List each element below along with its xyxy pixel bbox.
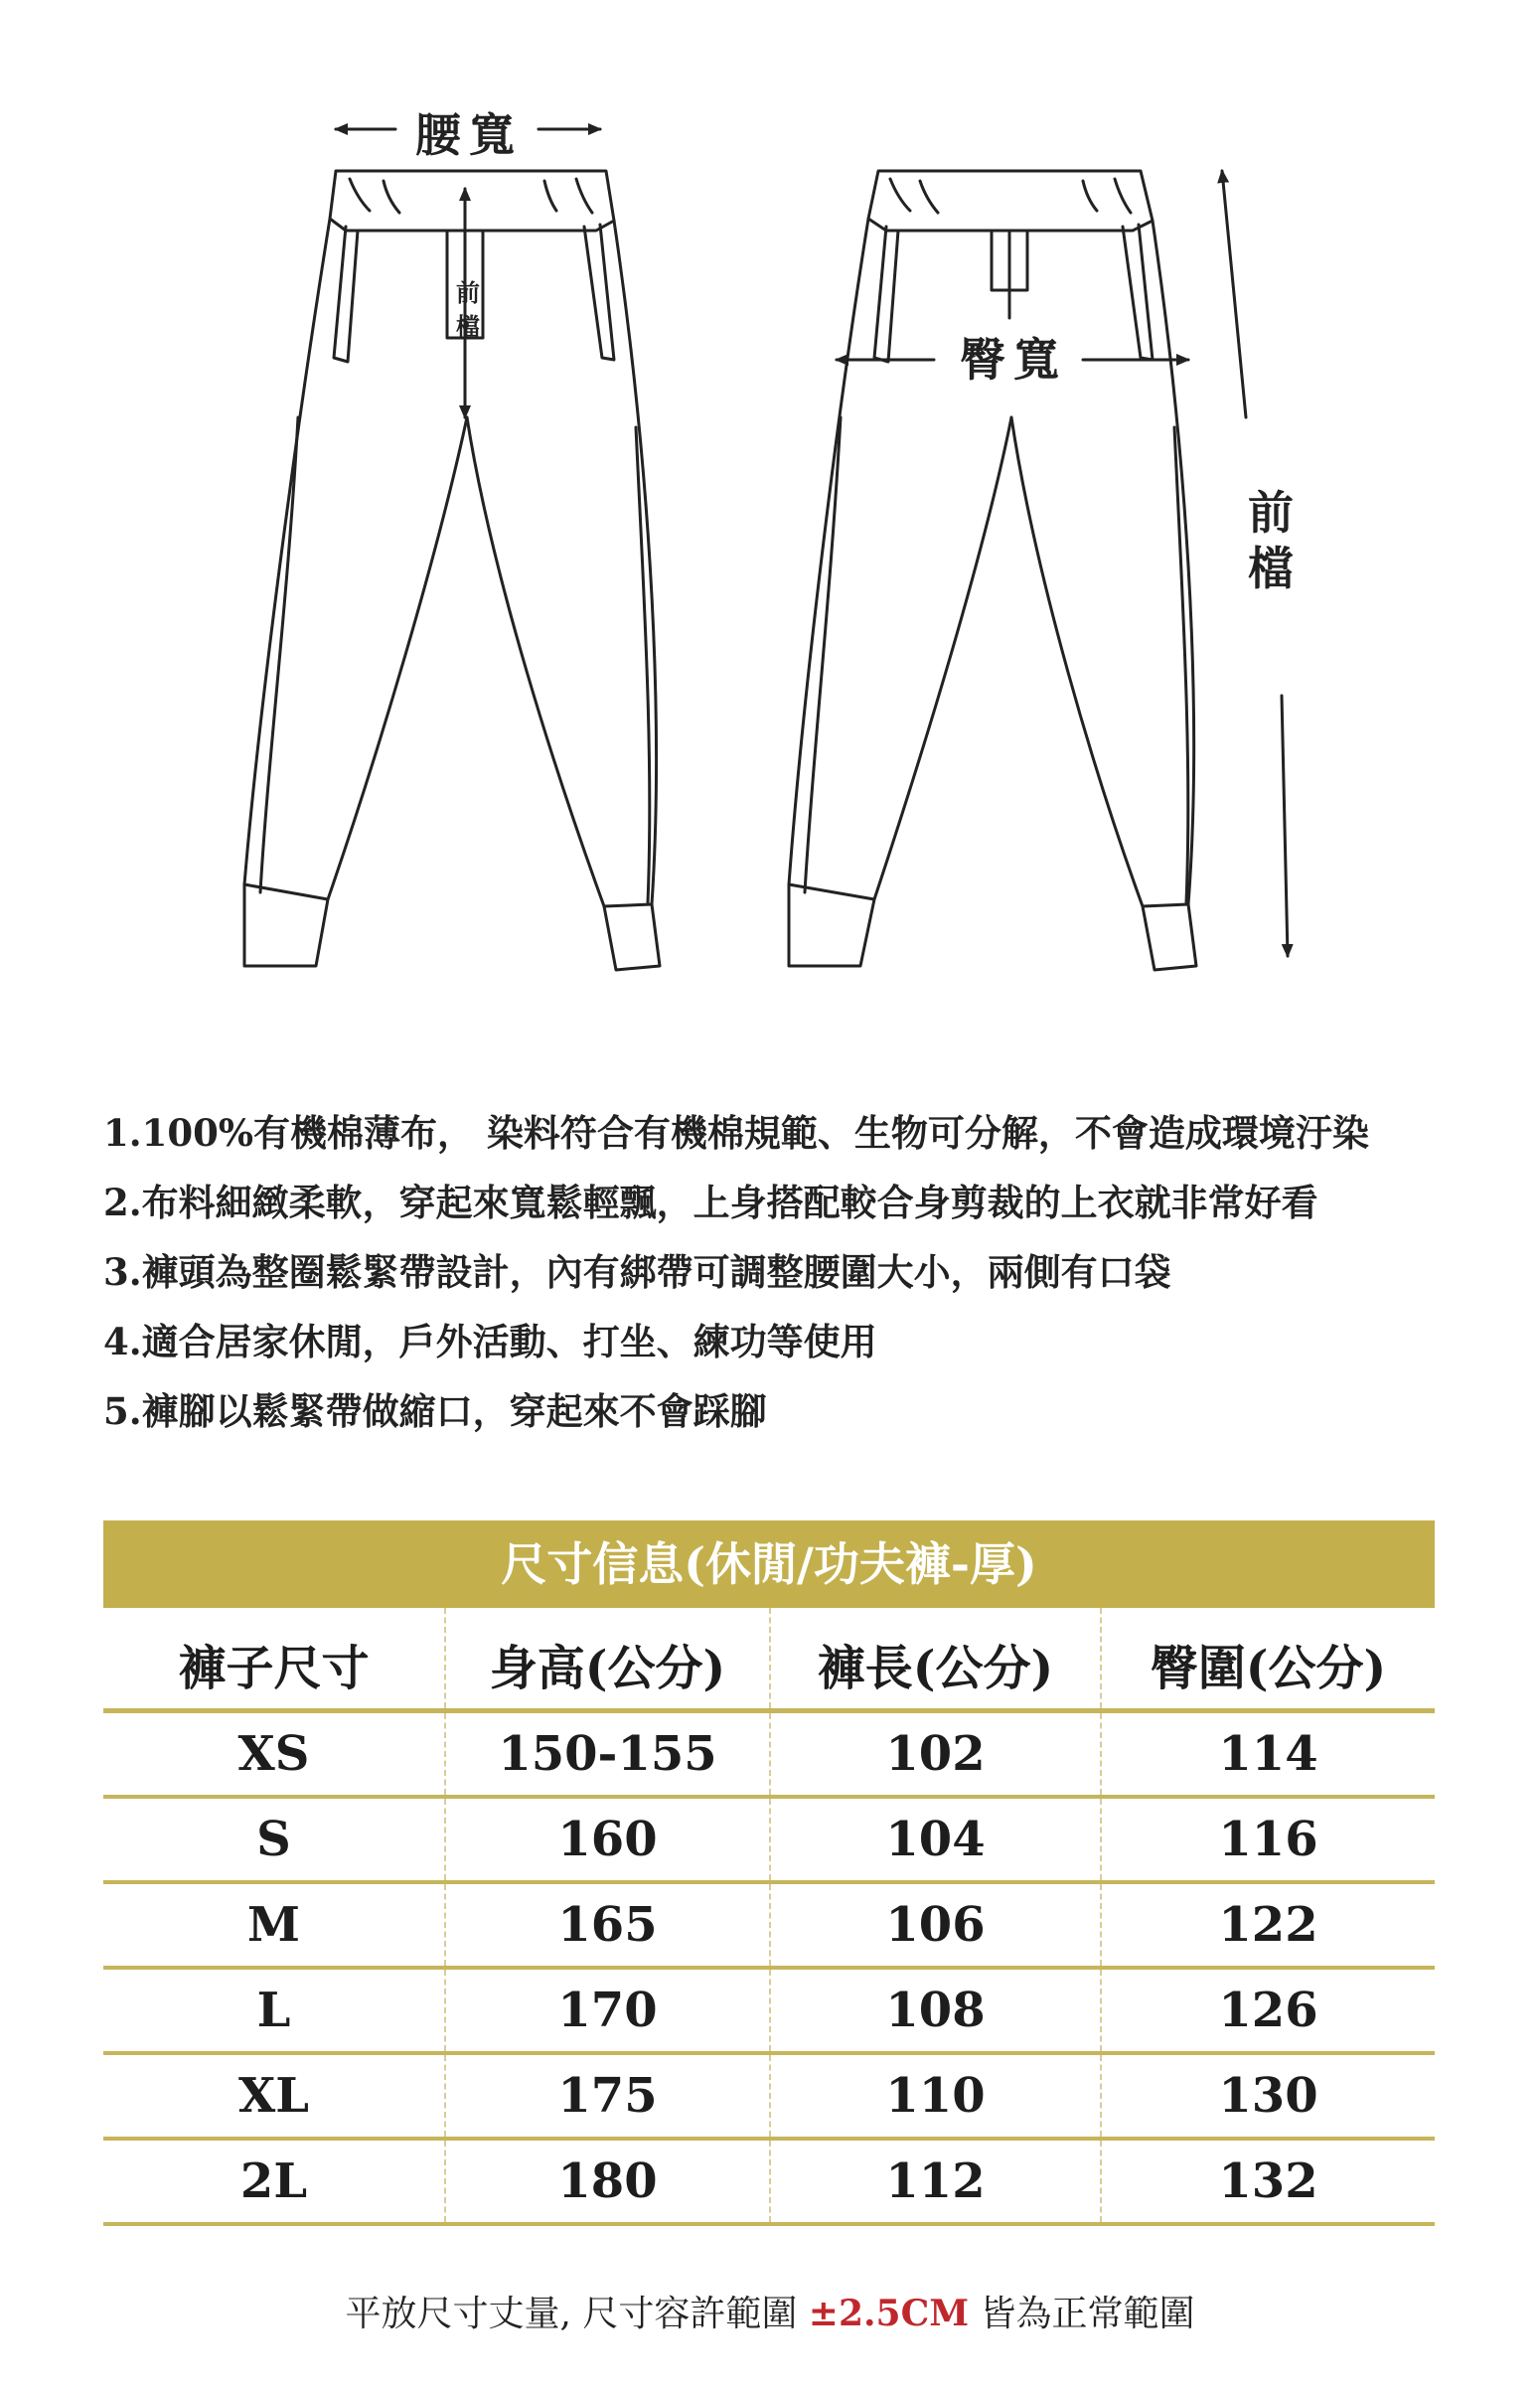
size-cell: XL [103,2055,446,2137]
hip-cell: 114 [1218,1726,1318,1782]
hip-cell: 130 [1218,2068,1318,2124]
height-cell: 165 [446,1884,771,1966]
hip-cell: 122 [1218,1897,1318,1953]
table-row [103,2141,1435,2226]
pants-illustration [0,0,1540,1004]
pants-diagram [0,0,1540,1004]
height-cell: 180 [446,2141,771,2222]
hip-width-label: 臀寬 [960,333,1067,387]
hip-cell: 126 [1218,1983,1318,2038]
height-cell: 150-155 [446,1713,771,1795]
table-row [103,1884,1435,1970]
front-pants-drawing [244,171,660,970]
header-hip: 臀圍(公分) [1150,1641,1387,1696]
length-cell: 102 [771,1713,1102,1795]
table-row [103,1799,1435,1884]
size-cell: S [103,1799,446,1880]
front-rise-label-large [1244,485,1298,596]
table-row [103,2055,1435,2141]
size-table [103,1608,1435,2226]
header-height: 身高(公分) [446,1608,771,1708]
header-length: 褲長(公分) [771,1608,1102,1708]
length-cell: 112 [771,2141,1102,2222]
measurement-note [0,2286,1540,2336]
length-cell: 104 [771,1799,1102,1880]
front-rise-char: 前 [456,278,480,307]
size-cell: 2L [103,2141,446,2222]
table-row [103,1713,1435,1799]
feature-list [103,1105,1445,1453]
feature-item: 5.褲腳以鬆緊帶做縮口，穿起來不會踩腳 [103,1389,767,1433]
size-chart-title: 尺寸信息(休閒/功夫褲-厚) [103,1520,1435,1608]
size-cell: XS [103,1713,446,1795]
size-cell: M [103,1884,446,1966]
hip-cell: 132 [1218,2153,1318,2209]
note-text-after: 皆為正常範圍 [969,2294,1195,2334]
waist-width-label: 腰寬 [415,108,523,162]
front-rise-label-small [453,276,483,344]
table-header-row [103,1608,1435,1713]
tolerance-value: ±2.5CM [808,2293,970,2334]
height-cell: 170 [446,1970,771,2051]
header-size: 褲子尺寸 [103,1608,446,1708]
length-cell: 110 [771,2055,1102,2137]
height-cell: 175 [446,2055,771,2137]
height-cell: 160 [446,1799,771,1880]
front-rise-char: 檔 [456,312,480,341]
front-rise-char: 前 [1248,486,1294,540]
hip-cell: 116 [1218,1812,1318,1867]
length-cell: 106 [771,1884,1102,1966]
feature-item: 3.褲頭為整圈鬆緊帶設計，內有綁帶可調整腰圍大小，兩側有口袋 [103,1250,1171,1294]
feature-item: 2.布料細緻柔軟，穿起來寬鬆輕飄，上身搭配較合身剪裁的上衣就非常好看 [103,1181,1318,1224]
size-cell: L [103,1970,446,2051]
table-row [103,1970,1435,2055]
feature-item: 1.100%有機棉薄布， 染料符合有機棉規範、生物可分解，不會造成環境汙染 [103,1111,1369,1155]
back-pants-drawing [789,171,1196,970]
note-text-before: 平放尺寸丈量, 尺寸容許範圍 [345,2294,809,2334]
front-rise-char: 檔 [1248,542,1294,595]
feature-item: 4.適合居家休閒，戶外活動、打坐、練功等使用 [103,1320,877,1363]
length-cell: 108 [771,1970,1102,2051]
